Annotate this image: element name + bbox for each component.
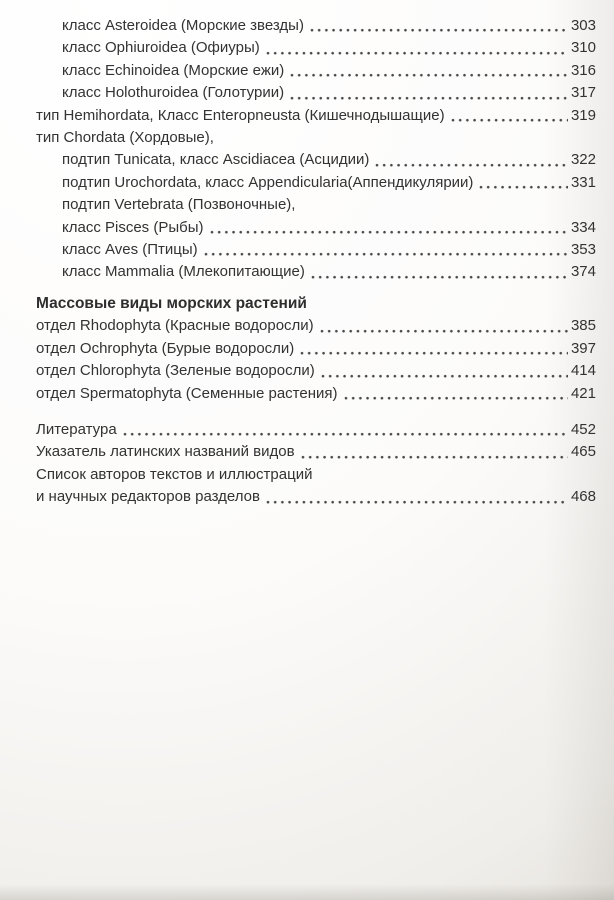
toc-entry-label: тип Hemihordata, Класс Enteropneusta (Кишечнодышащие) [36,106,445,124]
toc-entry [36,315,596,337]
toc-entry-label: подтип Urochordata, класс Appendicularia(Аппендикулярии) [62,173,474,191]
toc-entry-page: 334 [570,218,596,236]
toc-entry-label: класс Ophiuroidea (Офиуры) [62,39,260,57]
dot-leader [210,217,568,239]
toc-entry-page: 317 [570,84,596,102]
toc-entry [36,15,596,37]
dot-leader [301,441,568,463]
toc-entry [36,261,596,283]
toc-entry-page: 316 [570,61,596,79]
dot-leader [266,486,568,508]
dot-leader [344,383,568,405]
toc-entry [36,383,596,405]
toc-entry-label: класс Aves (Птицы) [62,241,198,259]
toc-entry [36,105,596,127]
toc-entry [36,60,596,82]
toc-entry-page: 468 [570,488,596,506]
toc-entry [36,486,596,508]
section-heading: Массовые виды морских растений [36,294,307,312]
dot-leader [321,360,568,382]
toc-entry-label: Указатель латинских названий видов [36,443,295,461]
toc-entry [36,239,596,261]
toc-entry-label: класс Mammalia (Млекопитающие) [62,263,305,281]
toc-section-backmatter [36,419,596,509]
toc-entry-page: 414 [570,362,596,380]
toc-entry-label: отдел Spermatophyta (Семенные растения) [36,384,338,402]
dot-leader [300,338,568,360]
dot-leader [266,37,568,59]
toc-entry-label: класс Asteroidea (Морские звезды) [62,17,304,34]
toc-entry-page: 452 [570,420,596,438]
toc-entry-label: отдел Ochrophyta (Бурые водоросли) [36,339,295,357]
toc-entry-label: Литература [36,420,117,438]
toc-entry-page: 319 [570,106,596,124]
toc-entry [36,127,596,149]
toc-entry [36,338,596,360]
dot-leader [320,315,568,337]
toc-entry-label: отдел Chlorophyta (Зеленые водоросли) [36,362,315,380]
dot-leader [204,239,568,261]
toc-entry-page: 421 [570,384,596,402]
toc-section-plants [36,293,596,405]
dot-leader [479,172,568,194]
dot-leader [123,419,568,441]
toc-entry-label: класс Holothuroidea (Голотурии) [62,84,285,102]
dot-leader [290,82,568,104]
toc-entry [36,441,596,463]
toc-entry [36,194,596,216]
toc-entry-label: класс Echinoidea (Морские ежи) [62,61,285,79]
toc-entry-label: и научных редакторов разделов [36,488,260,506]
toc-section-animals [36,15,596,284]
toc-entry-page: 322 [570,151,596,169]
toc-entry [36,419,596,441]
dot-leader [375,149,568,171]
toc-entry [36,464,596,486]
toc-entry-page: 310 [570,39,596,57]
toc-entry-page: 385 [570,317,596,335]
toc-entry [36,360,596,382]
toc-entry-page: 465 [570,443,596,461]
toc-entry [36,172,596,194]
toc-entry [36,217,596,239]
toc-entry [36,82,596,104]
toc-entry-page: 353 [570,241,596,259]
toc-entry-label: тип Chordata (Хордовые), [36,129,214,147]
dot-leader [451,105,568,127]
toc-entry-label: отдел Rhodophyta (Красные водоросли) [36,317,314,335]
toc-entry-label: подтип Vertebrata (Позвоночные), [62,196,296,214]
toc-entry-page: 397 [570,339,596,357]
dot-leader [290,60,568,82]
toc-entry [36,37,596,59]
toc-entry-label: Список авторов текстов и иллюстраций [36,465,313,483]
dot-leader [311,261,568,283]
toc-entry-label: подтип Tunicata, класс Ascidiacea (Асцидии) [62,151,370,169]
toc-entry [36,149,596,171]
toc-entry-page: 303 [570,17,596,34]
dot-leader [310,15,568,37]
toc-entry-page: 374 [570,263,596,281]
toc-entry-page: 331 [570,173,596,191]
toc-entry-label: класс Pisces (Рыбы) [62,218,204,236]
